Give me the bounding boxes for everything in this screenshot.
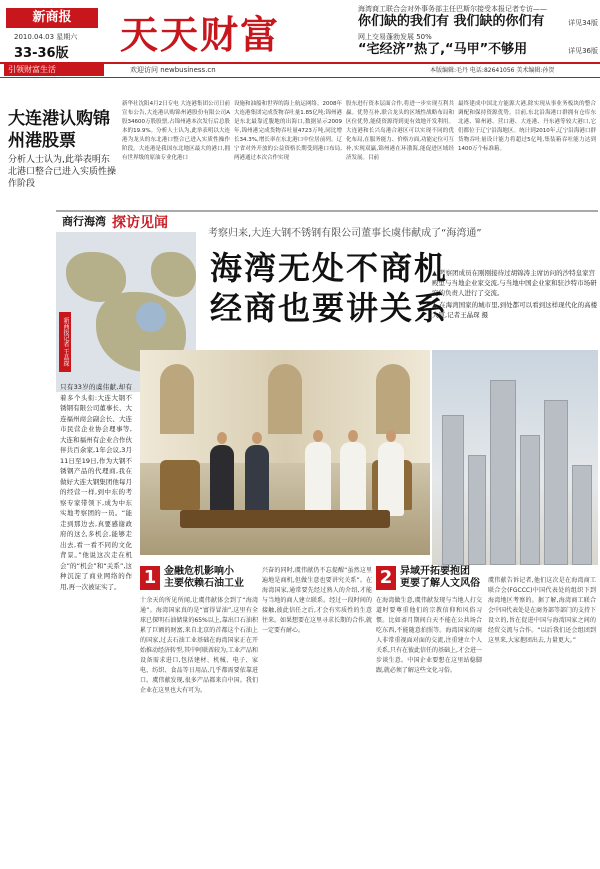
top-story-headline: 大连港认购锦州港股票 [8, 109, 110, 151]
paper-logo: 新商报 [6, 8, 98, 28]
teaser-kicker: 网上交易蓬勃发展 50% [358, 33, 432, 41]
reporter-label: 新商报记者 王晶琛 [59, 312, 71, 372]
teaser-item[interactable] [358, 32, 598, 58]
section-body: 在海湾做生意,虞伟献发现与当地人打交道时要尊重他们的宗教信仰和风俗习惯。比如斋月期间白天不能在公共场合吃东西,不能随意拍照等。海湾国家的商人非常重视面对面的交流,注重建立个人关系,只有在彼此信任的基础上,才会进一步谈生意。中国企业要想在这里站稳脚跟,就必须了解这些文化习俗。 [376, 597, 482, 674]
feature-headline [210, 248, 448, 328]
page-range: 33-36版 [14, 46, 69, 61]
top-story-column: 设施和油船和世界的海上航运网络。2008年大连港集团完成货物吞吐量1.85亿吨;锦州港是东北最靠近腹地的出海口,数据显示2009年,锦州港完成货物吞吐量4723万吨,同比增长34.3%,增长率在东北港口中位居前列。辽宁省对外开放的公益资格长期受到港口布局,两港通过本次合作实现 [234, 101, 342, 161]
teaser-page-ref: 详见34版 [568, 19, 598, 27]
top-story-column: 新华社沈阳4月2日专电 大连港集团公司日前宣布公告,大连港认购锦州港股份有限公司A股34600万股股票,占锦州港本次发行后总股本的19.9%。分析人士认为,此举表明以大连港为龙头的东北港口整合已进入实质性操作阶段。大连港是我国东北地区最大的港口,拥有世界级的原油专业化港口 [122, 101, 230, 161]
section-number: 1 [140, 566, 160, 590]
feature-sidebar: 只有33岁的虞伟献,却有着多个头衔:大连大钢不锈钢有限公司董事长、大连福州商会副会长、大连市民营企业协会理事等,大连和福州有企业合作伙伴共百余家,1年会议,3月11日至19日,作为大钢不锈钢产品的代理商,我在做好大连大钢集团他每月的经营一样,到中东的考察专家带领下,成为中东实地考察团的一员。“能走到那边去,真要感谢政府的这么多机会,能够走出去,看一看不同的文化背景。”他说这次走在机会”的“机会”和“关系”,这种沉淀了商业网络的作用,再一次被证实了。 [60, 383, 132, 591]
section-body: 十余天的所见所闻,让虞伟献体会到了“海湾通”。海湾国家真的是“富得冒油”,这里有全球已探明石油储量的65%以上,靠出口石油积累了巨额的财富,来自北京的首都这个石油上的国家,过去石油工业基础在海湾国家正在开始推动经济转型,其中阿联酋较为,工业产品和设备需求进口,包括建材、机械、电子、家电、纺织、食品等日用品,几乎都需要依靠进口。虞伟献发现,很多产品都来自中国。我们企业在这里也大有可为。 [140, 597, 258, 694]
teaser-headline: “宅经济”热了,“马甲”不够用 [358, 42, 528, 57]
top-story-subhead: 分析人士认为,此举表明东北港口整合已进入实质性操作阶段 [8, 155, 117, 189]
section-title: 天天财富 [120, 12, 281, 57]
section-number: 2 [376, 566, 396, 590]
feature-headline-line: 海湾无处不商机 [210, 249, 449, 287]
issue-date: 2010.04.03 星期六 [14, 33, 78, 41]
photo-caption [432, 268, 598, 320]
teaser-kicker: 海湾商工联合会对外事务部主任巴斯尔接受本报记者专访—— [358, 5, 547, 13]
section-heading-line: 更要了解人文风俗 [400, 578, 480, 589]
masthead [0, 0, 600, 80]
editor-contact: 本版编辑:毛丹 电话:82641056 美术编辑:孙贺 [430, 67, 555, 74]
top-story-column: 最终建成中国北方能源大港,除实现从事业务板块的整合调配和保持资源优势。目前,东北沿海港口群拥有仓库东北港、锦州港、营口港、大连港、丹东港等较大港口,它们都位于辽宁沿海地区。统计到2010年,辽宁沿海港口群货物吞吐量设计能力将超过5亿吨,集装箱吞吐能力达到1400万个标准箱。 [458, 101, 596, 152]
section-heading [400, 566, 490, 590]
feature-series: 探访见闻 [112, 215, 168, 231]
feature-kicker: 商行海湾 [62, 215, 106, 228]
website-label: 欢迎访问 newbusiness.cn [130, 66, 216, 74]
photo-caption-line: ▲ 在海湾国家的城市里,到处都可以看到这样现代化的高楼大厦,记者王晶琛 摄 [432, 301, 598, 319]
section-body: 兴奋的同时,虞伟献仍不忘提醒“虽然这里遍地是商机,但做生意也要讲究关系”。在海湾国家,通常要先经过熟人的介绍,才能与当地的商人建立联系。经过一段时间的接触,彼此信任之后,才会有实质性的生意往来。如果想要在这里寻求长期的合作,就一定要有耐心。 [262, 567, 372, 634]
teaser-headline: 你们缺的我们有 我们缺的你们有 [358, 14, 545, 29]
section-heading [164, 566, 274, 590]
meeting-photo [140, 350, 430, 555]
feature-eyebrow: 考察归来,大连大钢不锈钢有限公司董事长虞伟献成了“海湾通” [208, 228, 482, 239]
teaser-page-ref: 详见36版 [568, 47, 598, 55]
section-heading-line: 异域开拓要抱团 [400, 566, 470, 577]
skyline-photo [432, 350, 598, 565]
section-heading-line: 主要依赖石油工业 [164, 578, 244, 589]
section-heading-line: 金融危机影响小 [164, 566, 234, 577]
photo-caption-line: ▲ 考察团成员在刚刚接待过胡锦涛主席访问的沙特皇家宫殿里与当地企业家交流,与当地中国企业家和驻沙特市场研究的负责人进行了交流。 [432, 269, 597, 297]
teaser-block [358, 4, 598, 58]
teaser-item[interactable] [358, 4, 598, 30]
top-story-column: 股东进行资本层面合作,将进一步实现互利共赢。优势互补,联合龙头的区域性战略布局和区位优势,能使资源得到更有效地开发利用。大连港和长兴岛港合港区可以实现不同的优化布局,在服务能力、价格方面,功能定位可互补,实现双赢,锦州港在环渤海,能促进区域经济发展。目前 [346, 101, 454, 161]
feature-headline-line: 经商也要讲关系 [210, 289, 449, 327]
section-body: 虞伟献告诉记者,他们这次是在海湾商工联合会(FGCCC)中国代表处的组织下到海湾地区考察的。据了解,海湾商工联合会中国代表处是在商务部等部门的支持下设立的,旨在促进中国与海湾国家之间的经贸交流与合作。“以后我们还会组团到这里来,大家抱团出去,力量更大。” [488, 577, 596, 644]
section-slogan: 引领财富生活 [4, 64, 104, 76]
